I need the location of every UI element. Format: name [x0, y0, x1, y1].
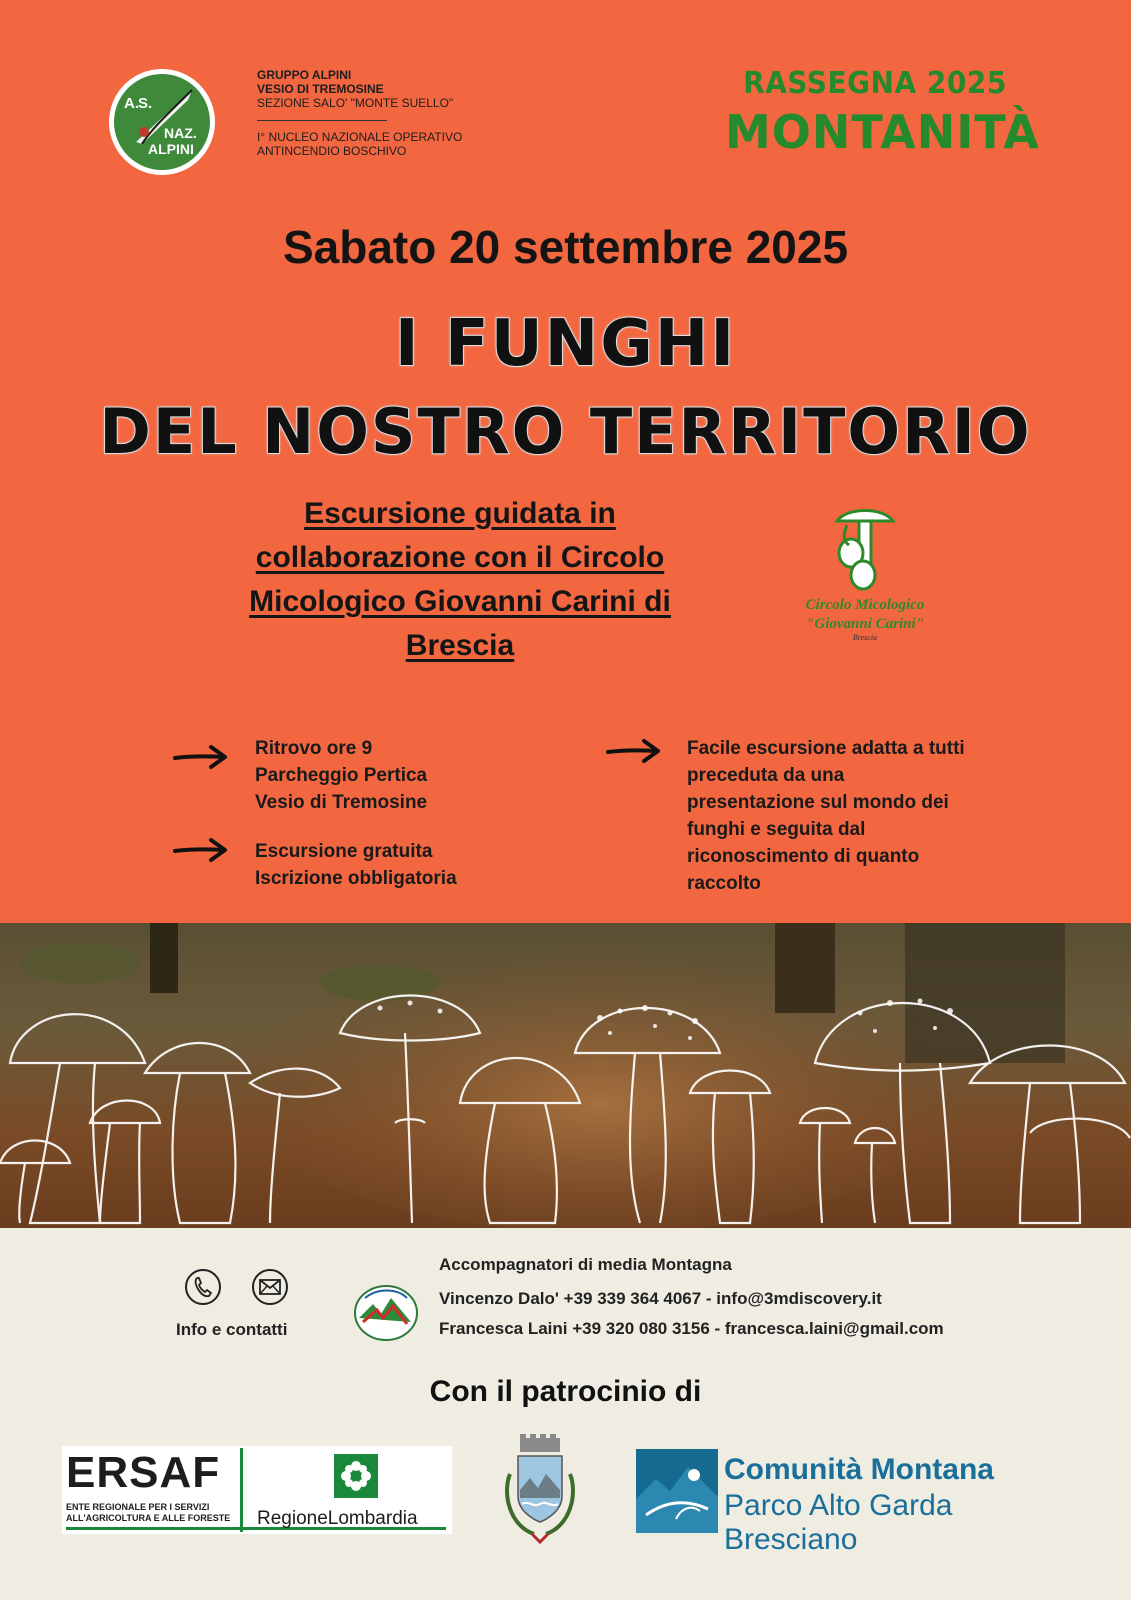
info-line: riconoscimento di quanto	[687, 846, 920, 867]
org-line-5: ANTINCENDIO BOSCHIVO	[257, 144, 407, 158]
meeting-info	[255, 735, 427, 816]
arrow-right-icon	[173, 743, 229, 771]
arrow-right-icon	[606, 737, 662, 765]
info-line: preceduta da una	[687, 765, 845, 786]
ersaf-sub-line-2: ALL'AGRICOLTURA E ALLE FORESTE	[66, 1513, 231, 1523]
info-line: funghi e seguita dal	[687, 819, 866, 840]
org-line-2: VESIO DI TREMOSINE	[257, 82, 384, 96]
circolo-logo-line-1: Circolo Micologico	[805, 597, 925, 613]
headline-line-1: I FUNGHI	[394, 307, 737, 381]
contacts-title: Accompagnatori di media Montagna	[439, 1255, 732, 1274]
logo-divider	[240, 1448, 243, 1532]
org-line-4: I° NUCLEO NAZIONALE OPERATIVO	[257, 130, 463, 144]
comunita-title: Comunità Montana	[724, 1453, 994, 1486]
ana-logo-text-naz: NAZ.	[164, 125, 197, 141]
info-line: Facile escursione adatta a tutti	[687, 738, 965, 759]
organizer-block	[257, 68, 462, 158]
contact-line-vincenzo[interactable]: Vincenzo Dalo' +39 339 364 4067 - info@3mdiscovery.it	[439, 1289, 882, 1308]
info-line: raccolto	[687, 873, 761, 894]
info-line: Parcheggio Pertica	[255, 765, 428, 786]
info-line: Vesio di Tremosine	[255, 792, 428, 813]
contact-line-francesca[interactable]: Francesca Laini +39 320 080 3156 - francesca.laini@gmail.com	[439, 1319, 944, 1338]
regione-lombardia-rose-icon	[334, 1454, 378, 1498]
circolo-logo-line-2: "Giovanni Carini"	[806, 616, 924, 632]
comunita-subtitle: Parco Alto Garda Bresciano	[724, 1489, 953, 1556]
org-line-1: GRUPPO ALPINI	[257, 68, 352, 82]
event-headline	[0, 300, 1131, 476]
info-line: Iscrizione obbligatoria	[255, 868, 457, 889]
guide-association-logo	[353, 1284, 419, 1342]
municipal-coat-of-arms	[498, 1434, 582, 1549]
mail-icon	[250, 1267, 290, 1307]
ersaf-sub-line-1: ENTE REGIONALE PER I SERVIZI	[66, 1502, 210, 1512]
arrow-right-icon	[173, 836, 229, 864]
event-subtitle: Escursione guidata in collaborazione con il Circolo Micologico Giovanni Carini di Brescia	[249, 497, 671, 662]
phone-icon	[183, 1267, 223, 1307]
ana-logo-text-a: A.	[124, 95, 139, 112]
ana-logo-text-alpini: ALPINI	[148, 141, 194, 157]
circolo-micologico-logo	[780, 505, 950, 645]
ersaf-regione-lombardia-logo	[62, 1446, 452, 1534]
event-date: Sabato 20 settembre 2025	[282, 221, 849, 273]
registration-info	[255, 838, 457, 892]
org-divider	[257, 120, 387, 121]
excursion-description	[687, 735, 965, 897]
rassegna-block	[725, 64, 1040, 159]
info-line: presentazione sul mondo dei	[687, 792, 949, 813]
mushroom-logo-icon	[825, 505, 905, 595]
regione-lombardia-label: RegioneLombardia	[257, 1508, 418, 1529]
ana-logo-text-s: S.	[138, 95, 153, 112]
ana-alpini-logo	[108, 68, 216, 176]
org-line-3: SEZIONE SALO' "MONTE SUELLO"	[257, 96, 454, 110]
info-contacts-label: Info e contatti	[176, 1320, 288, 1339]
ersaf-wordmark: ERSAF	[66, 1448, 221, 1497]
circolo-logo-line-3: Brescia	[852, 633, 878, 642]
patronage-heading: Con il patrocinio di	[429, 1375, 702, 1408]
rassegna-title: RASSEGNA 2025	[743, 64, 1007, 101]
montanita-title: MONTANITÀ	[725, 105, 1040, 159]
comunita-montana-logo	[636, 1449, 1076, 1556]
info-line: Escursione gratuita	[255, 841, 433, 862]
contacts-block	[439, 1250, 944, 1344]
forest-mushroom-illustration	[0, 923, 1131, 1228]
comunita-montana-emblem	[636, 1449, 718, 1533]
headline-line-2: DEL NOSTRO TERRITORIO	[99, 395, 1032, 468]
info-line: Ritrovo ore 9	[255, 738, 373, 759]
